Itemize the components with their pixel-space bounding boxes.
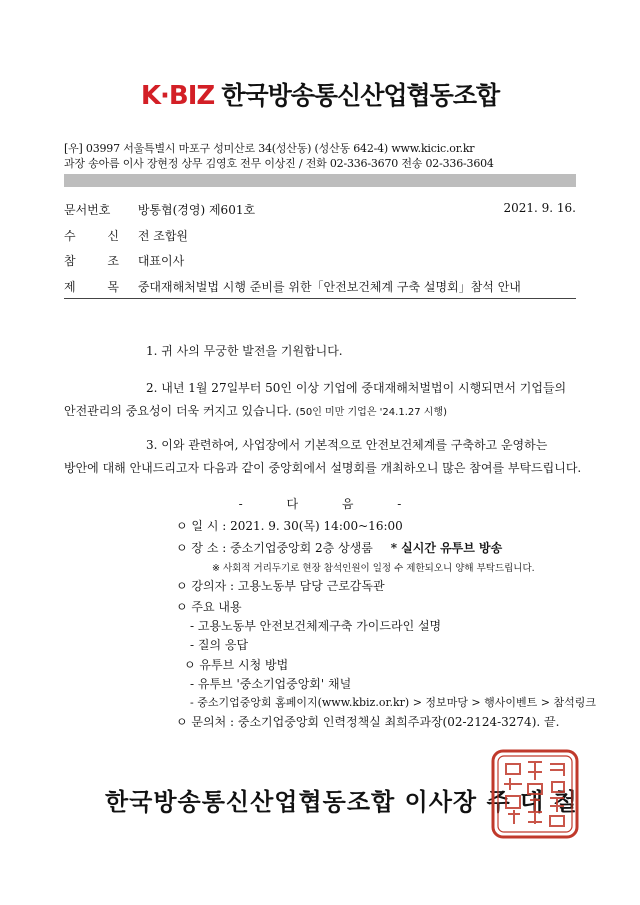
- address-line: [우] 03997 서울특별시 마포구 성미산로 34(성산동) (성산동 642-4) www.kicic.or.kr: [64, 142, 475, 155]
- recipient-value: 전 조합원: [137, 229, 189, 243]
- paragraph-2-text: 안전관리의 중요성이 더욱 커지고 있습니다.: [64, 404, 292, 418]
- header-divider-band: [64, 174, 576, 187]
- detail-speaker: ㅇ 강의자 : 고용노동부 담당 근로감독관: [176, 579, 385, 593]
- detail-place: [176, 539, 502, 556]
- detail-youtube: ㅇ 유투브 시청 방법: [184, 658, 289, 672]
- kbiz-logo: K·BIZ: [140, 81, 215, 111]
- signature-line: 한국방송통신산업협동조합 이사장 주 대 철: [105, 788, 578, 816]
- official-seal-icon: [490, 748, 580, 840]
- header-rule: [64, 298, 576, 299]
- paragraph-2: [64, 377, 576, 424]
- detail-date: ㅇ 일 시 : 2021. 9. 30(목) 14:00~16:00: [176, 519, 403, 533]
- detail-youtube-2: - 중소기업중앙회 홈페이지(www.kbiz.or.kr) > 정보마당 > 행사이벤트 > 참석링크: [190, 696, 596, 709]
- paragraph-2-note: (50인 미만 기업은 '24.1.27 시행): [295, 407, 448, 418]
- detail-content-2: - 질의 응답: [190, 638, 249, 652]
- paragraph-1: [64, 340, 576, 363]
- org-name: 한국방송통신산업협동조합: [221, 81, 500, 110]
- subject-value: 중대재해처벌법 시행 준비를 위한「안전보건체계 구축 설명회」참석 안내: [137, 280, 521, 294]
- paragraph-2-line-1: 2. 내년 1월 27일부터 50인 이상 기업에 중대재해처벌법이 시행되면서 기업들의: [146, 381, 567, 395]
- doc-date: 2021. 9. 16.: [503, 201, 576, 215]
- reference-value: 대표이사: [137, 254, 185, 268]
- detail-content-1: - 고용노동부 안전보건체제구축 가이드라인 설명: [190, 619, 442, 633]
- paragraph-3: [64, 434, 582, 480]
- detail-live-note: * 실시간 유투브 방송: [390, 541, 503, 555]
- detail-content: ㅇ 주요 내용: [176, 600, 242, 614]
- doc-number-label: 문서번호: [64, 203, 111, 217]
- contact-line: 과장 송아름 이사 장현정 상무 김영호 전무 이상진 / 전화 02-336-3670 전송 02-336-3604: [64, 157, 494, 170]
- doc-number-value: 방통협(경영) 제601호: [137, 203, 256, 217]
- recipient-row: [64, 227, 576, 244]
- details-heading: - 다 음 -: [238, 497, 402, 511]
- detail-youtube-1: - 유투브 '중소기업중앙회' 채널: [190, 677, 352, 691]
- paragraph-3-line-1: 3. 이와 관련하여, 사업장에서 기본적으로 안전보건체계를 구축하고 운영하는: [146, 438, 548, 452]
- paragraph-2-line-2: [64, 400, 576, 424]
- reference-row: [64, 252, 576, 269]
- paragraph-1-text: 1. 귀 사의 무궁한 발전을 기원합니다.: [146, 344, 343, 358]
- paragraph-3-line-2: 방안에 대해 안내드리고자 다음과 같이 중앙회에서 설명회를 개최하오니 많은 참여를 부탁드립니다.: [64, 461, 582, 475]
- detail-place-note: ※ 사회적 거리두기로 현장 참석인원이 일정 수 제한되오니 양해 부탁드립니다.: [212, 563, 535, 574]
- recipient-label: 수 신: [64, 229, 133, 243]
- doc-number-row: [64, 201, 576, 218]
- subject-label: 제 목: [64, 280, 133, 294]
- subject-row: [64, 278, 576, 295]
- letterhead: [0, 76, 640, 112]
- detail-contact: ㅇ 문의처 : 중소기업중앙회 인력정책실 최희주과장(02-2124-3274). 끝.: [176, 715, 560, 729]
- reference-label: 참 조: [64, 254, 133, 268]
- detail-place-text: ㅇ 장 소 : 중소기업중앙회 2층 상생룸: [176, 541, 373, 555]
